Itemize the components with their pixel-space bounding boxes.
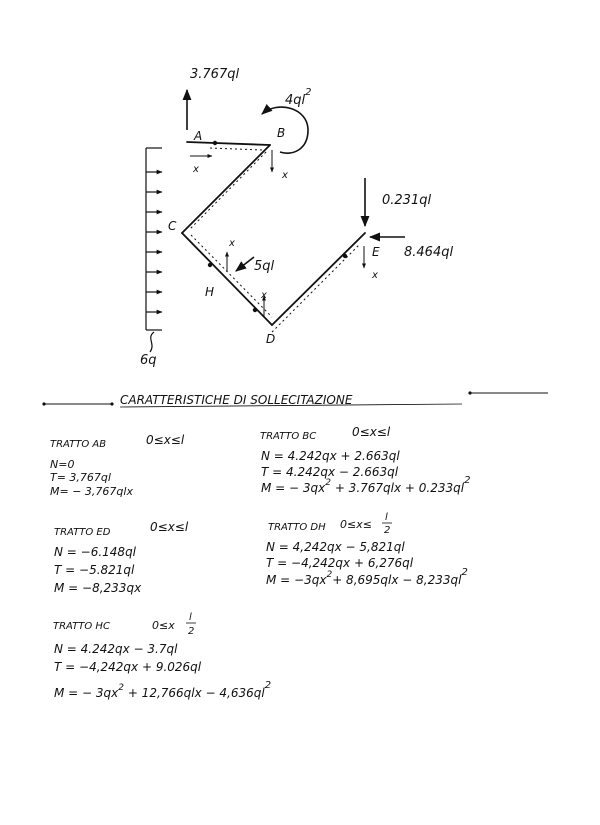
load-label-h: 5ql bbox=[254, 259, 275, 274]
stretch-dh-t: T = −4,242qx + 6,276ql bbox=[266, 556, 414, 570]
point-label-a: A bbox=[194, 129, 203, 143]
load-label-e-horizontal: 8.464ql bbox=[404, 245, 454, 260]
point-label-e: E bbox=[372, 245, 380, 259]
stretch-ed bbox=[54, 520, 189, 595]
stretch-hc-t: T = −4,242qx + 9.026ql bbox=[54, 660, 202, 674]
stretch-ab-n: N=0 bbox=[50, 458, 75, 471]
stretch-ab-range: 0≤x≤l bbox=[146, 433, 185, 447]
section-dots bbox=[208, 141, 347, 312]
stretch-hc-m: M = − $3qx^2 + 12,766qlx - 4,636ql^2$ bbox=[54, 680, 272, 700]
stretch-dh-title: TRATTO DH bbox=[268, 522, 326, 533]
point-label-c: C bbox=[168, 219, 177, 233]
stretch-ab-t: T= 3,767ql bbox=[50, 471, 111, 484]
stretch-bc bbox=[260, 425, 470, 495]
stretch-dh-range-num: l bbox=[385, 512, 388, 523]
point-label-b: B bbox=[277, 126, 286, 140]
stretch-ed-title: TRATTO ED bbox=[54, 527, 111, 538]
stretch-hc-n: N = 4.242qx − 3.7ql bbox=[54, 642, 178, 656]
axis-label-dh: x bbox=[261, 290, 267, 301]
stretch-bc-range: 0≤x≤l bbox=[352, 425, 391, 439]
member-bc bbox=[182, 145, 270, 233]
distributed-load-brace bbox=[150, 332, 154, 352]
stretch-ed-m: M = −8,233qx bbox=[54, 581, 142, 595]
stretch-bc-t: T = 4.242qx − 2.663ql bbox=[261, 465, 399, 479]
local-axes bbox=[190, 150, 364, 316]
stretch-dh-range-den: 2 bbox=[384, 525, 391, 536]
moment-label-b: $4ql^2$ bbox=[285, 87, 312, 108]
stretch-dh-n: N = 4,242qx − 5,821ql bbox=[266, 540, 405, 554]
stretch-ab-m: M= − 3,767qlx bbox=[50, 485, 133, 498]
force-arrow-h bbox=[236, 257, 254, 271]
stretch-bc-n: N = 4.242qx + 2.663ql bbox=[261, 449, 400, 463]
stretch-ab-title: TRATTO AB bbox=[50, 439, 107, 450]
axis-label-hc: x bbox=[229, 238, 235, 249]
axis-label-bc: x bbox=[282, 170, 288, 181]
stretch-ab bbox=[50, 433, 185, 498]
stretch-ed-range: 0≤x≤l bbox=[150, 520, 189, 534]
member-cd bbox=[182, 233, 272, 325]
stretch-bc-m: M = − $3qx^2 + 3.767qlx + 0.233ql^2$ bbox=[261, 475, 471, 495]
stretch-dh-range: 0≤x≤ bbox=[340, 518, 372, 531]
stretch-dh-m: $M = -3qx^2+ 8,695qlx - 8,233ql^2$ bbox=[266, 567, 468, 587]
load-label-distributed: 6q bbox=[140, 353, 157, 368]
stretch-bc-title: TRATTO BC bbox=[260, 431, 317, 442]
point-label-d: D bbox=[266, 332, 276, 346]
axis-label-ed: x bbox=[372, 270, 378, 281]
stretch-hc-range-num: l bbox=[189, 612, 192, 623]
axis-label-ab: x bbox=[193, 164, 199, 175]
member-de bbox=[272, 233, 365, 325]
stretch-hc-title: TRATTO HC bbox=[53, 621, 110, 632]
point-label-h: H bbox=[205, 285, 215, 299]
reference-fibres bbox=[190, 148, 360, 332]
stretch-hc bbox=[53, 612, 271, 700]
stretch-ed-t: T = −5.821ql bbox=[54, 563, 135, 577]
stretch-hc-range: 0≤x bbox=[152, 619, 175, 632]
load-label-a: 3.767ql bbox=[190, 67, 240, 82]
stretch-ed-n: N = −6.148ql bbox=[54, 545, 137, 559]
stretch-hc-range-den: 2 bbox=[188, 626, 195, 637]
load-label-e-vertical: 0.231ql bbox=[382, 193, 432, 208]
stretch-dh bbox=[266, 512, 468, 587]
distributed-load bbox=[146, 148, 162, 352]
section-title: CARATTERISTICHE DI SOLLECITAZIONE bbox=[120, 393, 353, 407]
